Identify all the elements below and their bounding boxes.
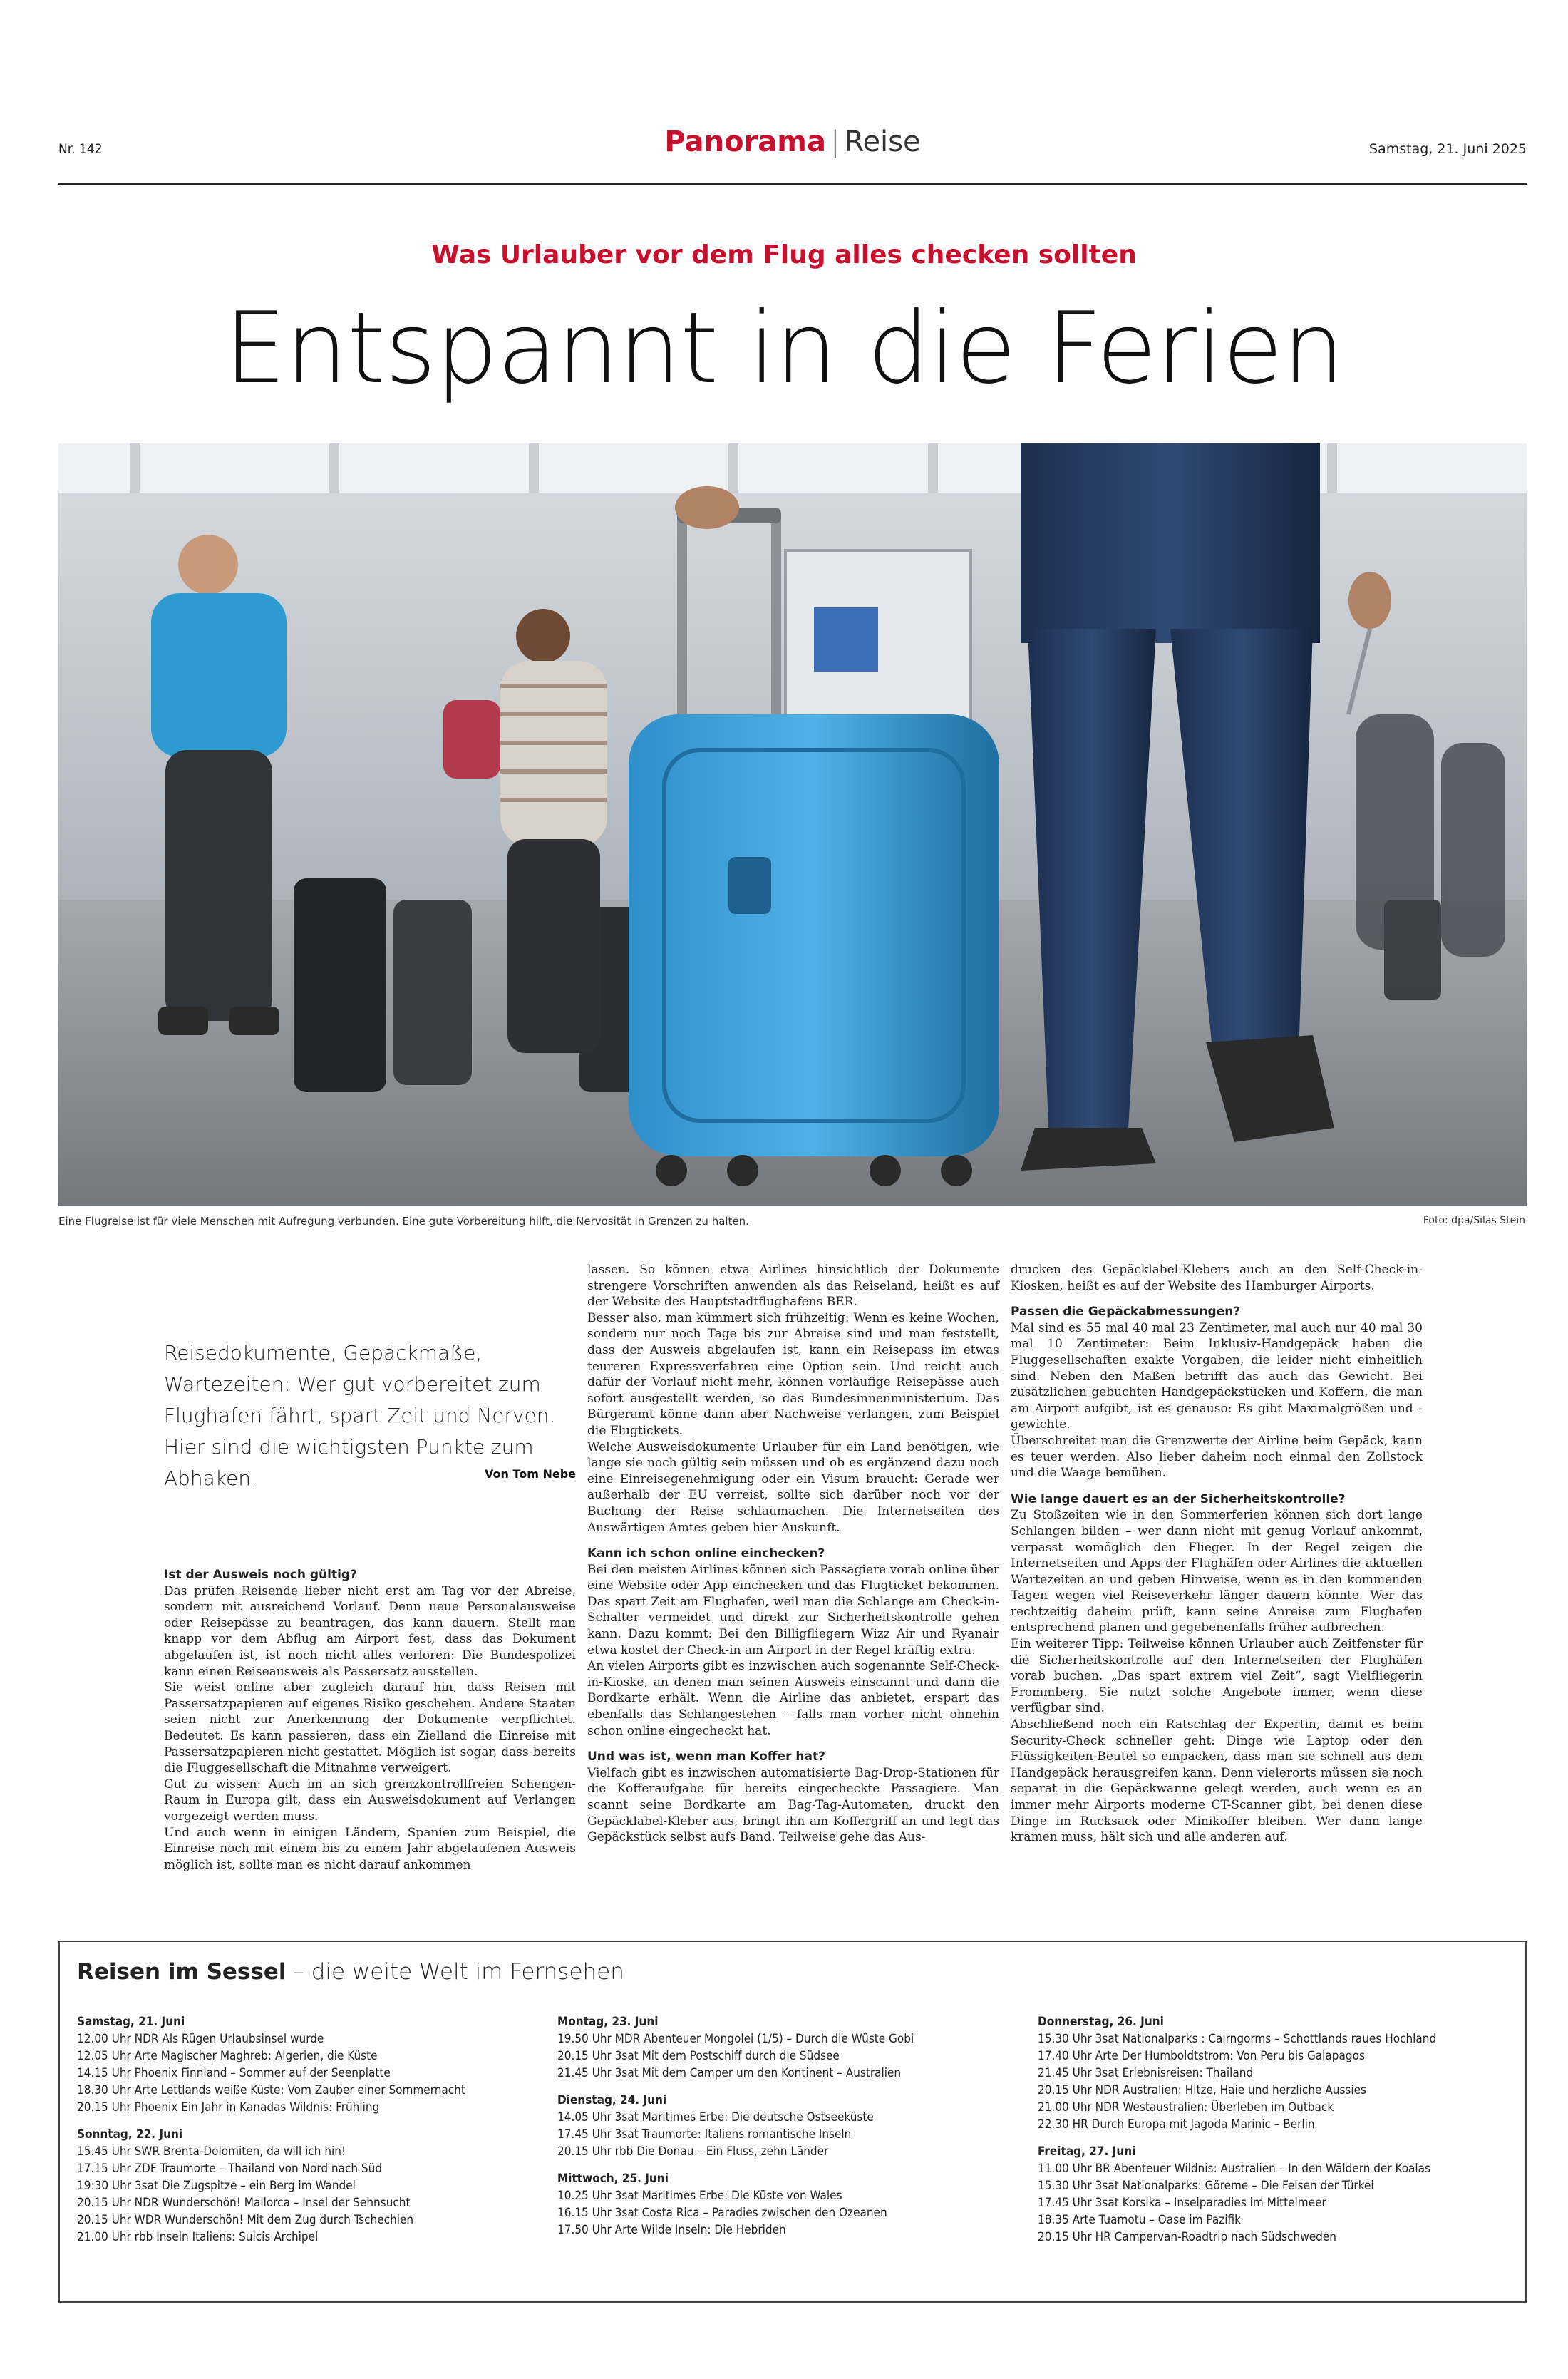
tv-program-list [557,2187,1028,2239]
paragraph: Zu Stoßzeiten wie in den Sommerferien können sich dort lange Schlangen bilden – wer dann nicht mit genug Vorlauf ankommt, verpasst womöglich den Flieger. In der Regel zeigen die Internetseiten und Apps der Flughäfen oder Airlines die aktuellen Wartezeiten an und geben Hinweise, wenn es in den kommenden Tagen wegen viel Reiseverkehr länger dauern könnte. Wer das rechtzeitig daheim prüft, kann seine Anreise zum Flughafen entsprechend planen und gegebenenfalls früher aufbrechen. [1011,1508,1423,1635]
tv-program-item: 19.50 Uhr MDR Abenteuer Mongolei (1/5) – Durch die Wüste Gobi [557,2032,914,2046]
tv-program-item: 16.15 Uhr 3sat Costa Rica – Paradies zwischen den Ozeanen [557,2206,887,2220]
tv-day-heading: Montag, 23. Juni [557,2015,659,2029]
tv-day-heading: Samstag, 21. Juni [77,2015,185,2029]
paragraph: Sie weist online aber zugleich darauf hin, dass Reisen mit Passersatzpapieren auf eigenes Risiko geschehen. Andere Staaten seien nicht zur Anerkennung der Dokumente verpflichtet. Bedeutet: Es kann passieren, dass ein Zielland die Einreise mit Passersatzpapieren nicht gestattet. Möglich ist sogar, dass bereits die Fluggesellschaft die Mitnahme verweigert. [164,1680,576,1776]
issue-date: Samstag, 21. Juni 2025 [1369,141,1527,157]
tv-program-list [77,2030,547,2116]
paragraph: Überschreitet man die Grenzwerte der Airline beim Gepäck, kann es teuer werden. Also lieber daheim noch einmal den Zollstock und die Waage bemühen. [1011,1433,1423,1481]
tv-day-heading: Dienstag, 24. Juni [557,2093,667,2107]
tv-day-heading: Sonntag, 22. Juni [77,2127,183,2142]
tv-program-item: 18.35 Arte Tuamotu – Oase im Pazifik [1038,2213,1242,2227]
paragraph: Gut zu wissen: Auch im an sich grenzkontrollfreien Schengen-Raum in Europa gilt, dass ein Ausweisdokument auf Verlangen vorgezeigt werden muss. [164,1777,576,1824]
tv-column-1 [77,2013,547,2246]
tv-day-heading: Mittwoch, 25. Juni [557,2172,669,2186]
tv-program-item: 17.45 Uhr 3sat Korsika – Inselparadies im Mittelmeer [1038,2196,1326,2210]
tv-program-item: 20.15 Uhr HR Campervan-Roadtrip nach Südschweden [1038,2230,1336,2244]
paragraph: Und auch wenn in einigen Ländern, Spanien zum Beispiel, die Einreise noch mit einem bis zu einem Jahr abgelaufenen Ausweis möglich ist, sollte man es nicht darauf ankommen [164,1825,576,1872]
subheading: Passen die Gepäckabmessungen? [1011,1305,1241,1320]
tv-program-item: 17.15 Uhr ZDF Traumorte – Thailand von Nord nach Süd [77,2162,383,2176]
tv-program-item: 11.00 Uhr BR Abenteuer Wildnis: Australien – In den Wäldern der Koalas [1038,2162,1431,2176]
tv-program-item: 20.15 Uhr Phoenix Ein Jahr in Kanadas Wildnis: Frühling [77,2100,380,2115]
tv-program-item: 12.00 Uhr NDR Als Rügen Urlaubsinsel wurde [77,2032,324,2046]
paragraph: Vielfach gibt es inzwischen automatisierte Bag-Drop-Stationen für die Kofferaufgabe für bereits eingecheckte Passagiere. Man scannt seine Bordkarte am Bag-Tag-Automaten, druckt den Gepäcklabel-Kleber aus, bringt ihn am Koffergriff an und legt das Gepäckstück selbst aufs Band. Teilweise gehe das Aus- [587,1765,999,1845]
paragraph: Welche Ausweisdokumente Urlauber für ein Land benötigen, wie lange sie noch gültig sein müssen und ob es ergänzend dazu noch eine Einreisegenehmigung oder ein Visum braucht: Gerade wer außerhalb der EU verreist, sollte sich darüber noch vor der Buchung der Reise schlaumachen. Die Internetseiten des Auswärtigen Amtes geben hier Auskunft. [587,1439,999,1535]
photo-credit: Foto: dpa/Silas Stein [1423,1215,1525,1226]
article-author: Von Tom Nebe [484,1467,576,1481]
tv-program-item: 10.25 Uhr 3sat Maritimes Erbe: Die Küste von Wales [557,2189,842,2203]
paragraph: drucken des Gepäcklabel-Klebers auch an den Self-Check-in-Kiosken, heißt es auf der Website des Hamburger Airports. [1011,1263,1423,1293]
tv-program-list [557,2109,1028,2160]
tv-program-item: 20.15 Uhr 3sat Mit dem Postschiff durch die Südsee [557,2049,840,2063]
tv-program-list [77,2143,547,2246]
article-column-2 [587,1262,999,1846]
tv-program-item: 20.15 Uhr NDR Wunderschön! Mallorca – Insel der Sehnsucht [77,2196,411,2210]
section-separator: | [830,125,840,158]
paragraph: Bei den meisten Airlines können sich Passagiere vorab online über eine Website oder App einchecken und das Flugticket bekommen. Das spart Zeit am Flughafen, weil man die Schlange am Check-in-Schalter vermeidet und direkt zur Sicherheitskontrolle gehen kann. Dazu kommt: Bei den Billigfliegern Wizz Air und Ryanair etwa kostet der Check-in am Airport in der Regel kräftig extra. [587,1562,999,1658]
tv-title-bold: Reisen im Sessel [77,1959,287,1985]
photo-caption: Eine Flugreise ist für viele Menschen mit Aufregung verbunden. Eine gute Vorbereitung hilft, die Nervosität in Grenzen zu halten. [58,1215,749,1228]
article-column-3 [1011,1262,1423,1846]
tv-program-item: 15.30 Uhr 3sat Nationalparks: Göreme – Die Felsen der Türkei [1038,2179,1374,2193]
paragraph: lassen. So können etwa Airlines hinsichtlich der Dokumente strengere Vorschriften anwenden als das Reiseland, heißt es auf der Website des Hauptstadtflughafens BER. [587,1263,999,1310]
tv-program-item: 17.45 Uhr 3sat Traumorte: Italiens romantische Inseln [557,2127,852,2142]
tv-program-list [557,2030,1028,2082]
section-subtitle: Reise [844,125,921,158]
tv-program-item: 19:30 Uhr 3sat Die Zugspitze – ein Berg im Wandel [77,2179,356,2193]
tv-program-item: 21.45 Uhr 3sat Mit dem Camper um den Kontinent – Australien [557,2066,902,2080]
tv-program-item: 15.30 Uhr 3sat Nationalparks : Cairngorms – Schottlands raues Hochland [1038,2032,1437,2046]
tv-program-item: 22.30 HR Durch Europa mit Jagoda Marinic – Berlin [1038,2117,1315,2132]
tv-program-item: 21.00 Uhr rbb Inseln Italiens: Sulcis Archipel [77,2230,319,2244]
paragraph: Das prüfen Reisende lieber nicht erst am Tag vor der Abreise, sondern mit ausreichend Vorlauf. Denn neue Personalausweise oder Reisepässe zu beantragen, das kann dauern. Stellt man knapp vor dem Abflug am Airport fest, dass das Dokument abgelaufen ist, ist noch nicht alles verloren: Die Bundespolizei kann einen Reiseausweis als Passersatz ausstellen. [164,1583,576,1679]
airport-suitcase-image [58,443,1527,1206]
tv-program-item: 21.45 Uhr 3sat Erlebnisreisen: Thailand [1038,2066,1254,2080]
intro-text: Reisedokumente, Gepäckmaße, Wartezeiten: Wer gut vorbereitet zum Flughafen fährt, spart Zeit und Nerven. Hier sind die wichtigsten Punkte zum Abhaken. [164,1341,556,1490]
issue-number: Nr. 142 [58,141,103,157]
paragraph: Ein weiterer Tipp: Teilweise können Urlauber auch Zeitfenster für die Sicherheitskontrolle auf den Internetseiten der Flughäfen vorab buchen. „Das spart extrem viel Zeit“, sagt Vielfliegerin Frommberg. Sie nutzt solche Angebote immer, wenn diese verfügbar sind. [1011,1637,1423,1716]
article-column-1 [164,1567,576,1873]
page-header [58,121,1527,185]
tv-program-item: 14.15 Uhr Phoenix Finnland – Sommer auf der Seenplatte [77,2066,391,2080]
tv-program-item: 20.15 Uhr rbb Die Donau – Ein Fluss, zehn Länder [557,2144,829,2159]
tv-program-list [1038,2030,1508,2133]
paragraph: Abschließend noch ein Ratschlag der Expertin, damit es beim Security-Check schneller geht: Dinge wie Laptop oder den Flüssigkeiten-Beutel so einpacken, dass man sie schnell aus dem Handgepäck herausgreifen kann. Denn vielerorts müssen sie noch separat in die Gepäckwanne gelegt werden, auch wenn es an immer mehr Airports moderne CT-Scanner gibt, bei denen diese Dinge im Rucksack oder Minikoffer bleiben. Wer dann lange kramen muss, hält sich und alle anderen auf. [1011,1717,1423,1845]
tv-program-item: 15.45 Uhr SWR Brenta-Dolomiten, da will ich hin! [77,2144,346,2159]
article-kicker: Was Urlauber vor dem Flug alles checken sollten [431,240,1137,269]
paragraph: Besser also, man kümmert sich frühzeitig: Wenn es keine Wochen, sondern nur noch Tage bis zur Abreise sind und man feststellt, dass der Ausweis abgelaufen ist, kann ein Reisepass im etwas teureren Expressverfahren eine Option sein. Und reicht auch dafür der Vorlauf nicht mehr, können vorläufige Reisepässe auch sofort ausgestellt werden, so das Bundesinnenministerium. Das Bürgeramt könne dann aber Nachweise verlangen, zum Beispiel die Flugtickets. [587,1310,999,1438]
tv-program-item: 17.40 Uhr Arte Der Humboldtstrom: Von Peru bis Galapagos [1038,2049,1365,2063]
tv-day-heading: Donnerstag, 26. Juni [1038,2015,1164,2029]
article-photo [58,443,1527,1206]
tv-column-3 [1038,2013,1508,2246]
tv-column-2 [557,2013,1028,2239]
tv-title-rest: – die weite Welt im Fernsehen [286,1959,624,1985]
tv-box-title [77,1959,624,1985]
paragraph: Mal sind es 55 mal 40 mal 23 Zentimeter, mal auch nur 40 mal 30 mal 10 Zentimeter: Beim Inklusiv-Handgepäck haben die Fluggesellschaften exakte Vorgaben, die leider nicht einheitlich sind. Neben den Maßen betrifft das auch das Gewicht. Bei zusätzlichen gebuchten Handgepäckstücken und Koffern, die man am Airport aufgibt, ist es genauso: Es gibt Maximalgrößen und -gewichte. [1011,1320,1423,1432]
tv-program-item: 17.50 Uhr Arte Wilde Inseln: Die Hebriden [557,2223,786,2237]
subheading: Ist der Ausweis noch gültig? [164,1568,357,1582]
tv-program-item: 14.05 Uhr 3sat Maritimes Erbe: Die deutsche Ostseeküste [557,2110,874,2124]
tv-program-item: 20.15 Uhr WDR Wunderschön! Mit dem Zug durch Tschechien [77,2213,414,2227]
ressort-title [58,125,1527,158]
section-brand: Panorama [664,125,826,158]
article-intro [164,1337,576,1494]
article-headline: Entspannt in die Ferien [224,291,1344,406]
tv-listings-box [58,1941,1527,2303]
tv-program-list [1038,2160,1508,2246]
subheading: Und was ist, wenn man Koffer hat? [587,1749,825,1764]
subheading: Kann ich schon online einchecken? [587,1546,825,1561]
tv-program-item: 21.00 Uhr NDR Westaustralien: Überleben im Outback [1038,2100,1334,2115]
tv-day-heading: Freitag, 27. Juni [1038,2144,1136,2159]
tv-program-item: 20.15 Uhr NDR Australien: Hitze, Haie und herzliche Aussies [1038,2083,1367,2097]
paragraph: An vielen Airports gibt es inzwischen auch sogenannte Self-Check-in-Kioske, an denen man seinen Ausweis einscannt und dann die Bordkarte erhält. Wenn die Airline das anbietet, erspart das ebenfalls das Schlangestehen – falls man vorher nicht ohnehin schon online eingecheckt hat. [587,1659,999,1738]
tv-program-item: 18.30 Uhr Arte Lettlands weiße Küste: Vom Zauber einer Sommernacht [77,2083,465,2097]
subheading: Wie lange dauert es an der Sicherheitskontrolle? [1011,1491,1346,1506]
tv-program-item: 12.05 Uhr Arte Magischer Maghreb: Algerien, die Küste [77,2049,378,2063]
